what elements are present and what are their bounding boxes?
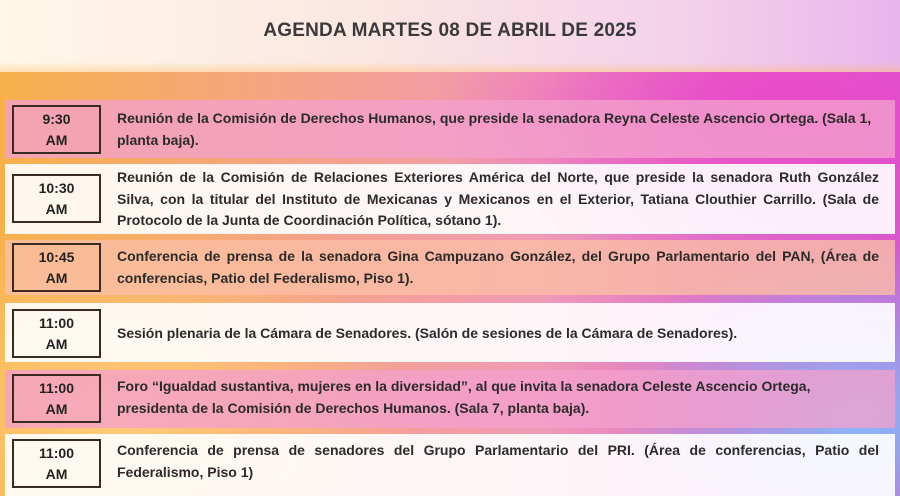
time-box: [12, 243, 101, 292]
agenda-row: [5, 303, 895, 362]
time-hour: 11:00: [38, 444, 75, 461]
event-description: Conferencia de prensa de senadores del Grupo Parlamentario del PRI. (Área de conferencias, Patio del Federalismo, Piso 1): [117, 442, 879, 480]
time-ampm: AM: [45, 335, 68, 352]
time-hour: 10:30: [38, 179, 75, 196]
event-description: Sesión plenaria de la Cámara de Senadores. (Salón de sesiones de la Cámara de Senadores).: [117, 325, 738, 341]
time-box: [12, 439, 101, 488]
page-title: AGENDA MARTES 08 DE ABRIL DE 2025: [263, 20, 637, 41]
agenda-row: [5, 370, 895, 428]
time-box: [12, 174, 101, 223]
time-ampm: AM: [45, 269, 68, 286]
time-ampm: AM: [45, 131, 68, 148]
time-hour: 10:45: [38, 248, 75, 265]
time-hour: 11:00: [38, 314, 75, 331]
time-ampm: AM: [45, 200, 68, 217]
event-description: Reunión de la Comisión de Relaciones Exteriores América del Norte, que preside la senadora Ruth González Silva, con la titular del Instituto de Mexicanas y Mexicanos en el Exterior, Tatiana Clouthier Carrillo. (Sala de Protocolo de la Junta de Coordinación Política, sótano 1).: [117, 169, 879, 228]
time-hour: 11:00: [38, 379, 75, 396]
time-box: [12, 309, 101, 358]
time-hour: 9:30: [42, 110, 71, 127]
event-description: Conferencia de prensa de la senadora Gina Campuzano González, del Grupo Parlamentario del PAN, (Área de conferencias, Patio del Federalismo, Piso 1).: [117, 248, 879, 286]
agenda-row: [5, 100, 895, 158]
event-description: Foro “Igualdad sustantiva, mujeres en la diversidad”, al que invita la senadora Celeste Ascencio Ortega, presidenta de la Comisión de Derechos Humanos. (Sala 7, planta baja).: [117, 378, 811, 416]
agenda-row: [5, 164, 895, 234]
time-box: [12, 374, 101, 423]
agenda-row: [5, 434, 895, 496]
agenda-row: [5, 240, 895, 295]
time-ampm: AM: [45, 400, 68, 417]
time-box: [12, 105, 101, 154]
time-ampm: AM: [45, 465, 68, 482]
event-description: Reunión de la Comisión de Derechos Humanos, que preside la senadora Reyna Celeste Ascencio Ortega. (Sala 1, planta baja).: [117, 110, 872, 148]
